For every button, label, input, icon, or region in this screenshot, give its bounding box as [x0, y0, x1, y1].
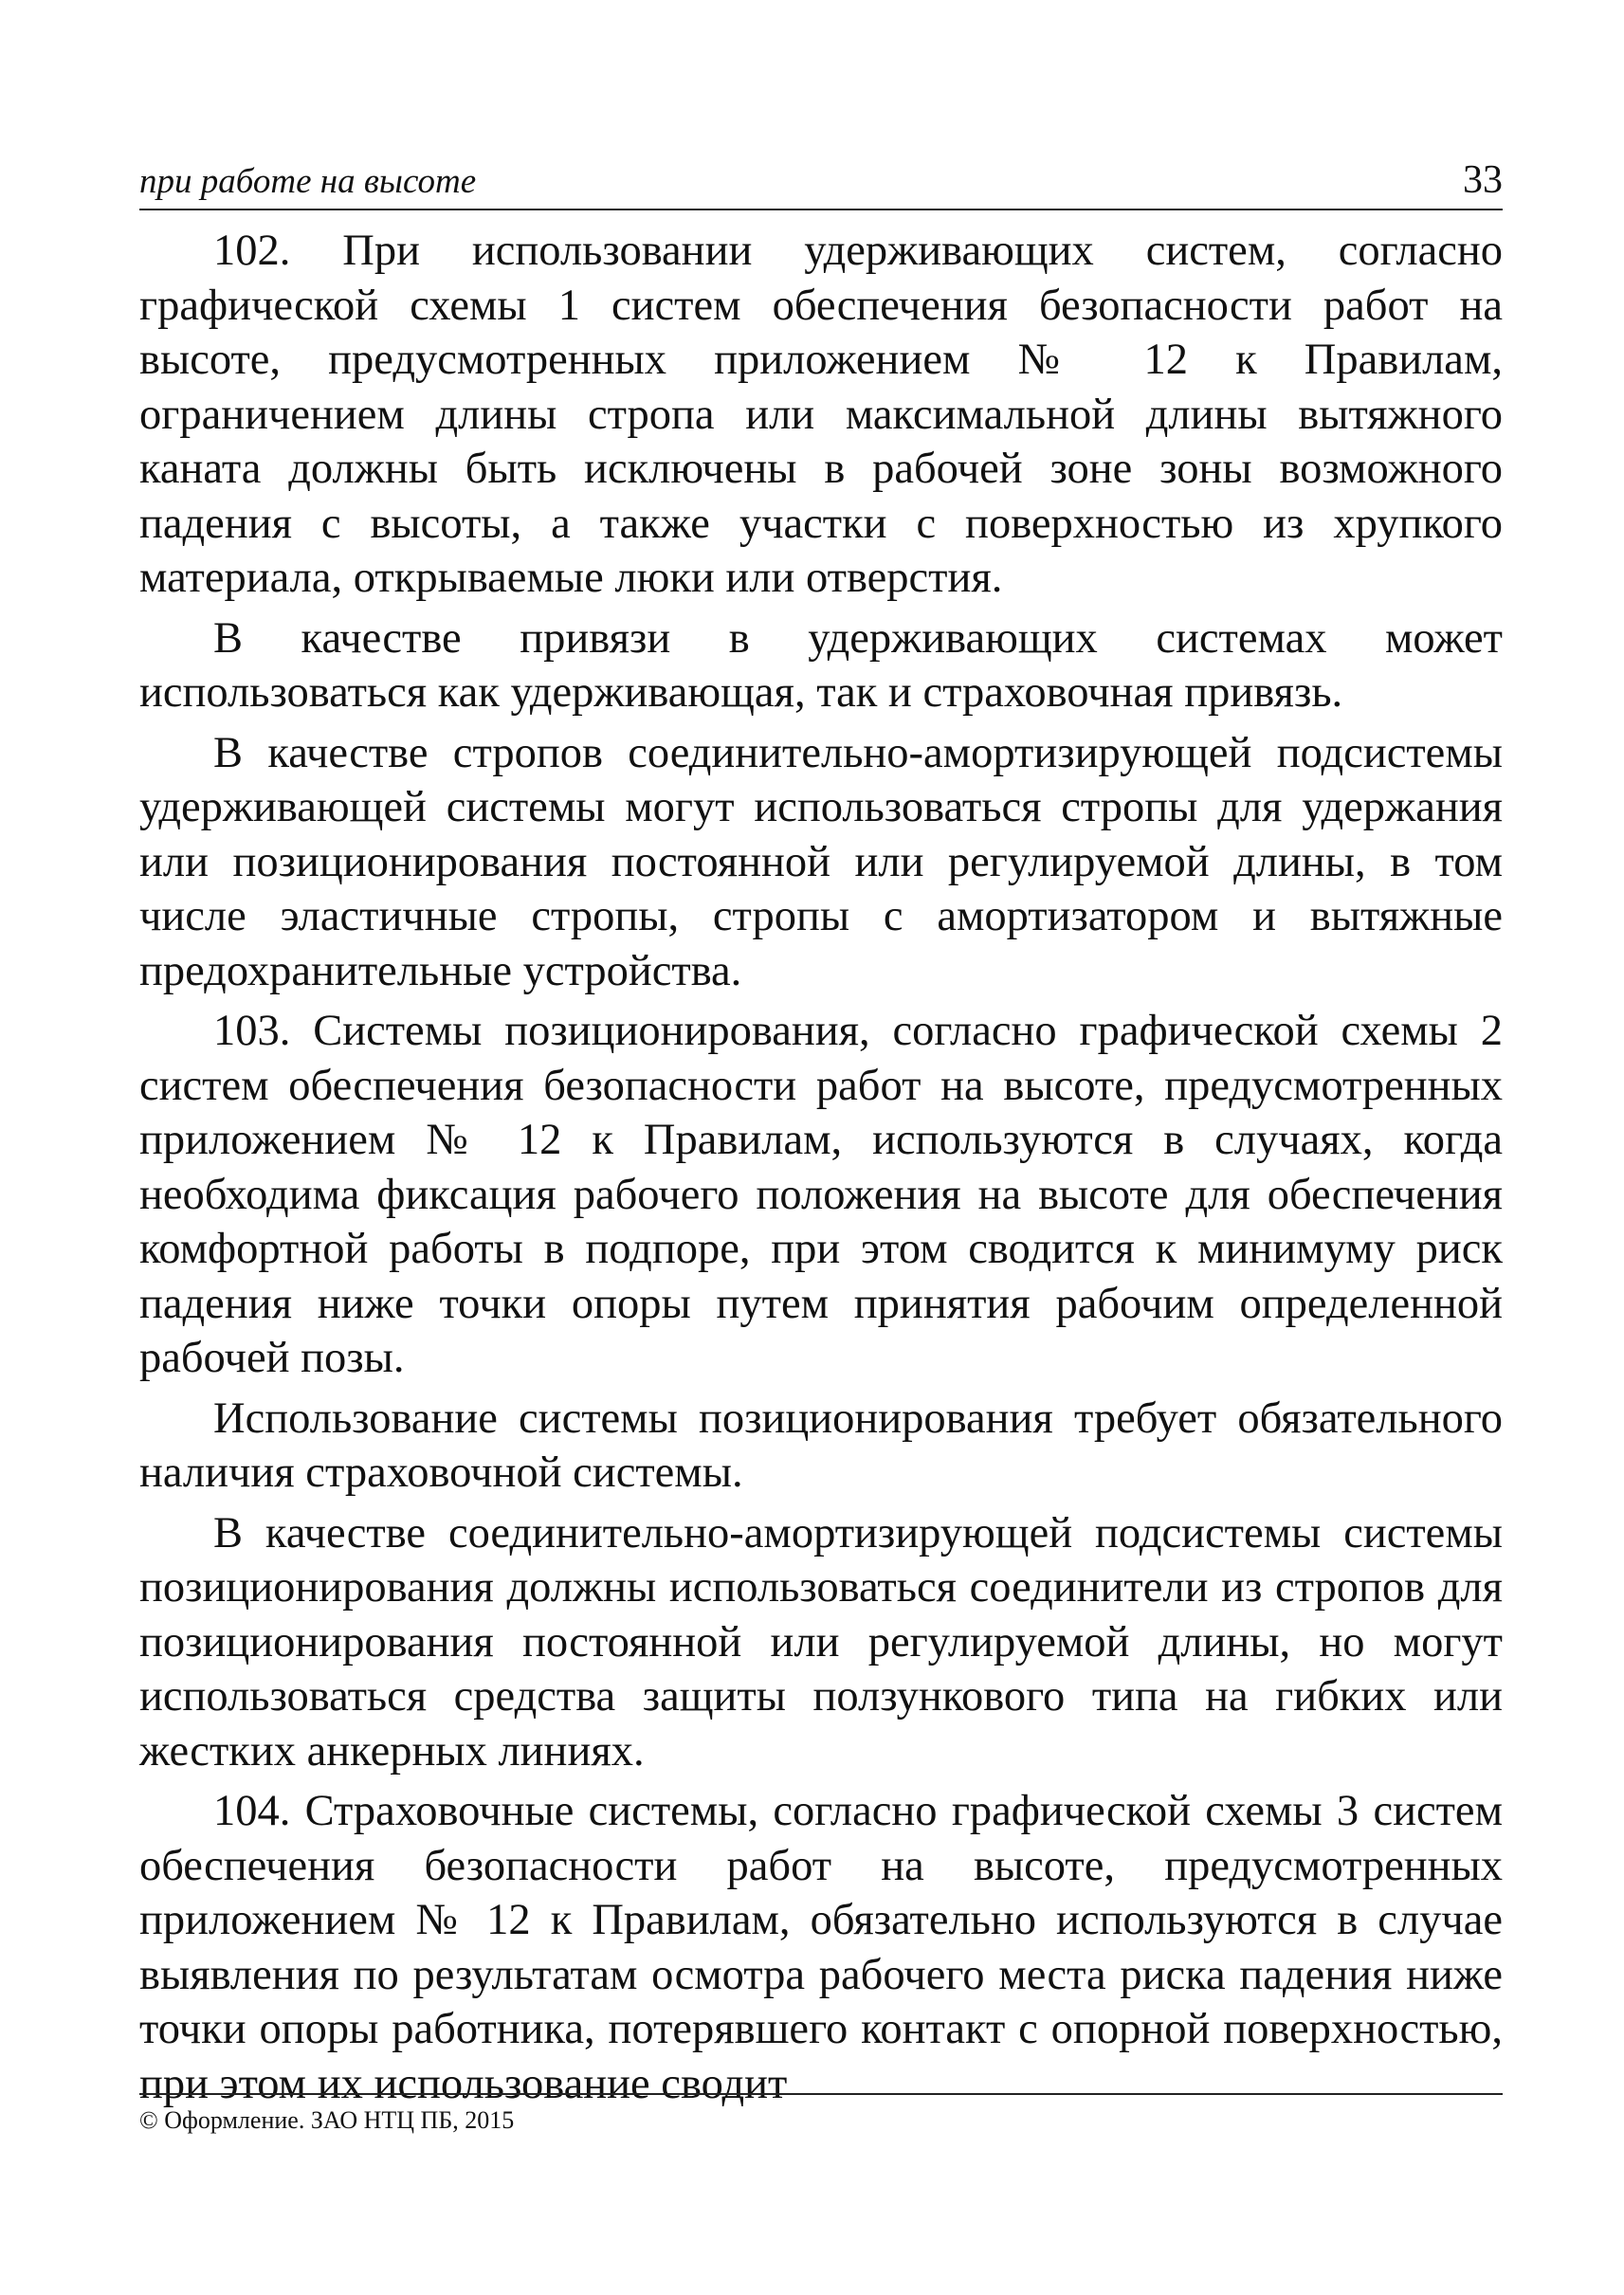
paragraph-restraint-lanyards: В качестве стропов соединительно-амортизирующей подсистемы удерживающей системы могут использоваться стропы для удержания или позиционирования постоянной или регулируемой длины, в том числе эластичные стропы, стропы с амортизатором и вытяжные предохранительные устройства. [139, 728, 1503, 995]
page-number: 33 [1463, 158, 1503, 202]
copyright-notice: © Оформление. ЗАО НТЦ ПБ, 2015 [139, 2106, 515, 2134]
paragraph-positioning-requirement: Использование системы позиционирования требует обязательного наличия страховочной системы. [139, 1393, 1503, 1497]
paragraph-103: 103. Системы позиционирования, согласно графической схемы 2 систем обеспечения безопасности работ на высоте, предусмотренных приложением № 12 к Правилам, используются в случаях, когда необходима фиксация рабочего положения на высоте для обеспечения комфортной работы в подпоре, при этом сводится к минимуму риск падения ниже точки опоры путем принятия рабочим определенной рабочей позы. [139, 1007, 1503, 1382]
paragraph-102: 102. При использовании удерживающих систем, согласно графической схемы 1 систем обеспечения безопасности работ на высоте, предусмотренных приложением № 12 к Правилам, ограничением длины стропа или максимальной длины вытяжного каната должны быть исключены в рабочей зоне зоны возможного падения с высоты, а также участки с поверхностью из хрупкого материала, открываемые люки или отверстия. [139, 227, 1503, 602]
paragraph-positioning-connectors: В качестве соединительно-амортизирующей подсистемы системы позиционирования должны использоваться соединители из стропов для позиционирования постоянной или регулируемой длины, но могут использоваться средства защиты ползункового типа на гибких или жестких анкерных линиях. [139, 1508, 1503, 1776]
paragraph-restraint-harness: В качестве привязи в удерживающих системах может использоваться как удерживающая, так и страховочная привязь. [139, 613, 1503, 717]
body-text [139, 224, 1503, 2111]
running-title: при работе на высоте [139, 162, 477, 201]
running-header [139, 159, 1503, 210]
footer [139, 2093, 1503, 2135]
paragraph-104: 104. Страховочные системы, согласно графической схемы 3 систем обеспечения безопасности работ на высоте, предусмотренных приложением № 12 к Правилам, обязательно используются в случае выявления по результатам осмотра рабочего места риска падения ниже точки опоры работника, потерявшего контакт с опорной поверхностью, при этом их использование сводит [139, 1787, 1503, 2108]
